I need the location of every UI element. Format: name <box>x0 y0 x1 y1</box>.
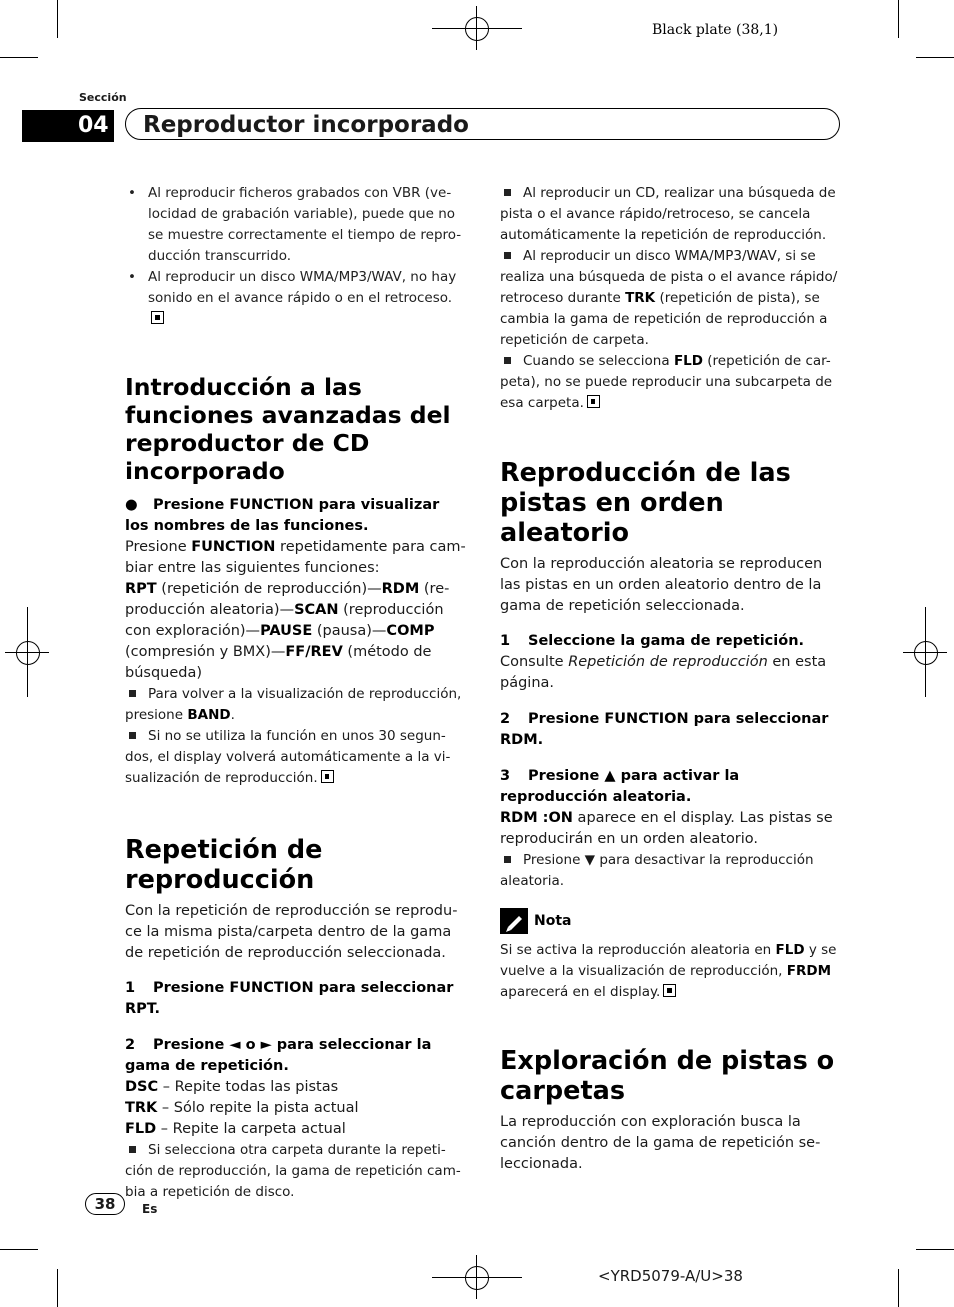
band-key: BAND <box>187 707 231 723</box>
crop-mark <box>0 57 38 58</box>
option-desc: – Repite todas las pistas <box>158 1079 339 1095</box>
function-list <box>125 579 467 684</box>
function-desc: (re-producción aleatoria)— <box>125 581 450 618</box>
note-label: Nota <box>534 913 572 929</box>
intro-body-text: repetidamente para cam-biar entre las siguientes funciones: <box>125 539 466 576</box>
random-step-1-body <box>500 652 842 694</box>
registration-mark <box>465 17 489 41</box>
registration-mark <box>925 607 926 697</box>
option-key: FLD <box>125 1121 157 1137</box>
page-number: 38 <box>85 1193 125 1215</box>
crop-mark <box>898 1269 899 1307</box>
function-key: FUNCTION <box>191 539 276 555</box>
note-heading <box>500 908 842 934</box>
bullet-text: Al reproducir un disco WMA/MP3/WAV, no hay sonido en el avance rápido o en el retroceso. <box>148 269 457 306</box>
note-text: (repetición de car-peta), no se puede reproducir una subcarpeta de esa carpeta. <box>500 353 833 411</box>
repeat-option <box>125 1119 467 1140</box>
registration-mark <box>27 607 28 697</box>
registration-mark <box>914 641 938 665</box>
crop-mark <box>57 1269 58 1307</box>
note-text: Al reproducir un CD, realizar una búsqueda de pista o el avance rápido/retroceso, se cancela automáticamente la repetición de reproducción. <box>500 185 836 243</box>
document-code: <YRD5079-A/U>38 <box>598 1267 743 1285</box>
function-desc: (reproducción con exploración)— <box>125 602 444 639</box>
random-step-2 <box>500 709 842 751</box>
square-bullet-icon <box>129 1146 136 1153</box>
body-text: en esta página. <box>500 654 827 691</box>
random-note <box>500 850 842 892</box>
note-text: Cuando se selecciona <box>523 353 674 369</box>
crop-mark <box>916 57 954 58</box>
section-number: 04 <box>22 110 114 142</box>
registration-mark <box>465 1266 489 1290</box>
trk-key: TRK <box>625 290 656 306</box>
square-bullet-icon <box>129 690 136 697</box>
note-text: Al reproducir un disco WMA/MP3/WAV, si se realiza una búsqueda de pista o el avance rápido/ retroceso durante <box>500 248 838 306</box>
step-number: 1 <box>125 980 136 996</box>
note-text: Si selecciona otra carpeta durante la repeti-ción de reproducción, la gama de repetición cam-bia a repetición de disco. <box>125 1142 461 1200</box>
end-mark-icon <box>321 770 334 783</box>
note-text: (repetición de pista), se cambia la gama de repetición de reproducción a repetición de carpeta. <box>500 290 828 348</box>
left-column <box>125 183 467 1203</box>
random-step-3 <box>500 766 842 808</box>
fld-key: FLD <box>673 353 703 369</box>
step-text: Presione ▲ para activar la reproducción aleatoria. <box>500 768 740 805</box>
step-number: 2 <box>500 711 511 727</box>
random-step-3-body <box>500 808 842 850</box>
repeat-note <box>125 1140 467 1203</box>
section-label: Sección <box>79 91 127 104</box>
bullet-icon: ● <box>125 497 138 513</box>
intro-body-text: Presione <box>125 539 192 555</box>
note-text: Para volver a la visualización de reproducción, presione <box>125 686 462 723</box>
crop-mark <box>0 1249 38 1250</box>
function-pause: PAUSE <box>260 623 313 639</box>
function-desc: (repetición de reproducción)— <box>156 581 382 597</box>
repeat-option <box>125 1077 467 1098</box>
body-text: aparece en el display. Las pistas se reproducirán en un orden aleatorio. <box>500 810 833 847</box>
bullet-text: Al reproducir ficheros grabados con VBR (ve-locidad de grabación variable), puede que no se muestre correctamente el tiempo de repro-ducción transcurrido. <box>148 185 462 264</box>
square-bullet-icon <box>504 357 511 364</box>
intro-body <box>125 537 467 579</box>
step-text: Presione FUNCTION para seleccionar RPT. <box>125 980 454 1017</box>
list-item: • Al reproducir ficheros grabados con VBR (ve-locidad de grabación variable), puede que no se muestre correctamente el tiempo de repro-ducción transcurrido. <box>128 185 462 264</box>
right-column <box>500 183 842 1175</box>
function-comp: COMP <box>386 623 435 639</box>
random-body: Con la reproducción aleatoria se reproducen las pistas en un orden aleatorio dentro de la gama de repetición seleccionada. <box>500 556 823 614</box>
intro-step-text: Presione FUNCTION para visualizar los nombres de las funciones. <box>125 497 440 534</box>
plate-label: Black plate (38,1) <box>652 22 779 38</box>
square-bullet-icon <box>504 252 511 259</box>
step-number: 2 <box>125 1037 136 1053</box>
note-pencil-icon <box>500 908 528 934</box>
heading-intro: Introducción a las funciones avanzadas del reproductor de CD incorporado <box>125 373 451 485</box>
fld-key: FLD <box>775 942 805 958</box>
intro-note <box>125 726 467 789</box>
crop-mark <box>916 1249 954 1250</box>
heading-random: Reproducción de las pistas en orden aleatorio <box>500 458 791 548</box>
note-text: aparecerá en el display. <box>500 984 661 1000</box>
end-mark-icon <box>151 311 164 324</box>
step-text: Seleccione la gama de repetición. <box>528 633 805 649</box>
repeat-note <box>500 351 842 414</box>
crop-mark <box>898 0 899 38</box>
option-desc: – Sólo repite la pista actual <box>157 1100 359 1116</box>
repeat-body: Con la repetición de reproducción se reprodu-ce la misma pista/carpeta dentro de la gama de repetición de reproducción seleccionada. <box>125 903 458 961</box>
step-text: Presione ◄ o ► para seleccionar la gama de repetición. <box>125 1037 432 1074</box>
repeat-note <box>500 183 842 246</box>
registration-mark <box>476 1255 477 1299</box>
note-text: Si no se utiliza la función en unos 30 segun-dos, el display volverá automáticamente a la vi-sualización de reproducción. <box>125 728 451 786</box>
function-desc: (compresión y BMX)— <box>125 644 286 660</box>
note-text: . <box>230 707 235 723</box>
square-bullet-icon <box>129 732 136 739</box>
note-text: Presione ▼ para desactivar la reproducción aleatoria. <box>500 852 814 889</box>
cross-reference: Repetición de reproducción <box>568 654 768 670</box>
note-text: Si se activa la reproducción aleatoria en <box>500 942 776 958</box>
registration-mark <box>432 28 522 29</box>
end-mark-icon <box>587 395 600 408</box>
square-bullet-icon <box>504 189 511 196</box>
end-mark-icon <box>663 984 676 997</box>
random-step-1 <box>500 631 842 652</box>
registration-mark <box>476 6 477 50</box>
registration-mark <box>16 641 40 665</box>
list-item: • Al reproducir un disco WMA/MP3/WAV, no hay sonido en el avance rápido o en el retroceso. <box>125 267 467 330</box>
crop-mark <box>57 0 58 38</box>
heading-scan: Exploración de pistas o carpetas <box>500 1046 835 1106</box>
function-ffrev: FF/REV <box>285 644 343 660</box>
section-title: Reproductor incorporado <box>143 112 469 138</box>
note-text: y se vuelve a la visualización de reproducción, <box>500 942 837 979</box>
square-bullet-icon <box>504 856 511 863</box>
random-note-body <box>500 940 842 1003</box>
option-key: TRK <box>125 1100 158 1116</box>
function-scan: SCAN <box>294 602 339 618</box>
scan-body: La reproducción con exploración busca la canción dentro de la gama de repetición se-leccionada. <box>500 1114 821 1172</box>
option-key: DSC <box>125 1079 159 1095</box>
language-label: Es <box>142 1202 158 1216</box>
heading-repeat: Repetición de reproducción <box>125 835 323 895</box>
function-desc: (pausa)— <box>312 623 387 639</box>
option-desc: – Repite la carpeta actual <box>156 1121 346 1137</box>
step-text: Presione FUNCTION para seleccionar RDM. <box>500 711 829 748</box>
repeat-note <box>500 246 842 351</box>
repeat-option <box>125 1098 467 1119</box>
body-text: Consulte <box>500 654 569 670</box>
function-rpt: RPT <box>125 581 157 597</box>
intro-step <box>125 495 467 537</box>
frdm-key: FRDM <box>786 963 832 979</box>
registration-mark <box>432 1277 522 1278</box>
repeat-step-2 <box>125 1035 467 1077</box>
function-desc: (método de búsqueda) <box>125 644 432 681</box>
function-rdm: RDM <box>381 581 420 597</box>
intro-note <box>125 684 467 726</box>
repeat-step-1 <box>125 978 467 1020</box>
step-number: 1 <box>500 633 511 649</box>
step-number: 3 <box>500 768 511 784</box>
rdm-on-key: RDM :ON <box>500 810 573 826</box>
